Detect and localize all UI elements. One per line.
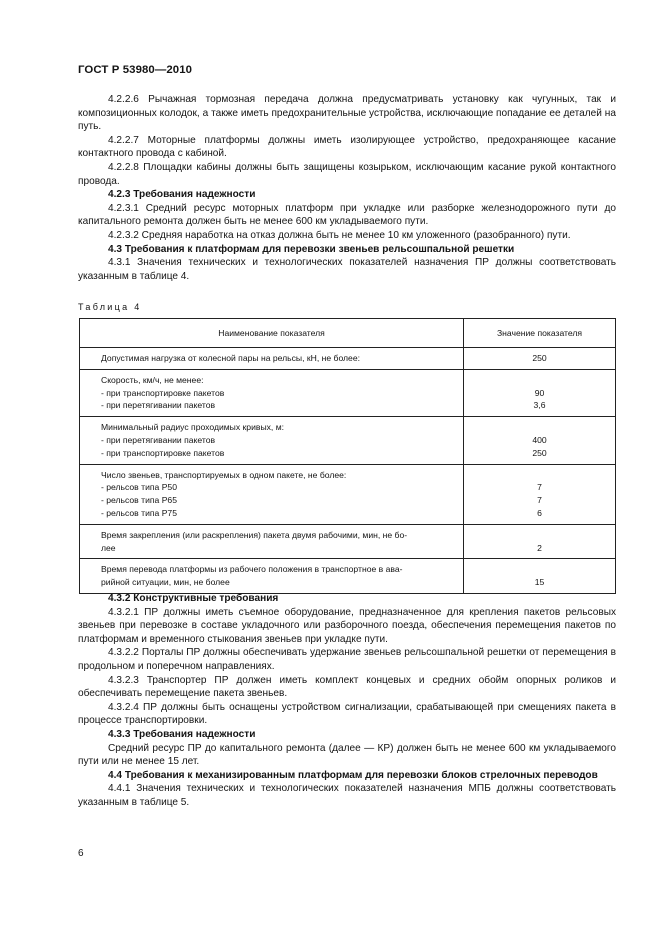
indicator-value: 250	[532, 447, 547, 458]
section-heading: 4.4 Требования к механизированным платформам для перевозки блоков стрелочных переводов	[108, 769, 598, 781]
indicator-name-cell	[80, 524, 464, 559]
indicator-value: 90	[534, 387, 545, 398]
indicator-name-line: Время перевода платформы из рабочего положения в транспортное в ава-	[101, 564, 403, 575]
indicator-name-line: - при транспортировке пакетов	[101, 447, 225, 458]
indicator-value-cell	[464, 559, 616, 594]
section-heading: 4.3 Требования к платформам для перевозки звеньев рельсошпальной решетки	[108, 243, 515, 255]
document-header: ГОСТ Р 53980—2010	[78, 64, 193, 76]
indicator-name-cell	[80, 417, 464, 464]
indicator-name-line: - рельсов типа Р50	[101, 482, 177, 493]
indicator-value: 7	[537, 495, 542, 506]
indicator-value-cell	[464, 464, 616, 524]
indicator-name-cell	[80, 348, 464, 370]
indicator-name-line: - при перетягивании пакетов	[101, 434, 216, 445]
paragraph: 4.2.3.2 Средняя наработка на отказ должна быть не менее 10 км уложенного (разобранного) пути.	[108, 229, 571, 241]
indicator-value: 6	[537, 507, 542, 518]
indicator-name-line: рийной ситуации, мин, не более	[101, 577, 230, 588]
paragraph: 4.2.2.6 Рычажная тормозная передача должна предусматривать установку как чугунных, так и композиционных колодок, а также иметь предохранительные устройства, исключающие попадание ее деталей на путь.	[78, 94, 616, 133]
paragraph: 4.3.2.4 ПР должны быть оснащены устройством сигнализации, срабатывающей при смещениях пакета в процессе транспортировки.	[78, 701, 616, 727]
indicator-value: 3,6	[533, 400, 546, 411]
indicator-name-line: Допустимая нагрузка от колесной пары на рельсы, кН, не более:	[101, 353, 361, 363]
indicator-value: 7	[537, 482, 542, 493]
indicator-value: 250	[532, 353, 547, 363]
indicator-value-cell	[464, 524, 616, 559]
paragraph: 4.2.3.1 Средний ресурс моторных платформ при укладке или разборке железнодорожного пути до капитального ремонта должен быть не менее 600 км укладываемого пути.	[78, 202, 616, 228]
indicator-name-cell	[80, 559, 464, 594]
indicator-value: 400	[532, 434, 547, 445]
column-header-name: Наименование показателя	[80, 319, 464, 348]
indicator-value: 15	[534, 577, 545, 588]
indicator-name-line: - при перетягивании пакетов	[101, 400, 216, 411]
indicator-value-cell	[464, 348, 616, 370]
indicator-name-line: лее	[101, 542, 116, 553]
table-header-row	[80, 319, 616, 348]
indicator-name-line: Минимальный радиус проходимых кривых, м:	[101, 422, 284, 433]
page-number: 6	[78, 848, 84, 859]
paragraph: Средний ресурс ПР до капитального ремонта (далее — КР) должен быть не менее 600 км укладываемого пути или не менее 15 лет.	[78, 742, 616, 768]
section-heading: 4.3.2 Конструктивные требования	[108, 593, 279, 604]
indicator-name-line: Скорость, км/ч, не менее:	[101, 374, 204, 385]
paragraph: 4.3.2.3 Транспортер ПР должен иметь комплект концевых и средних обойм опорных роликов и обеспечивать перемещение пакета звеньев.	[78, 674, 616, 700]
top-text-block	[78, 93, 616, 283]
table-row	[80, 559, 616, 594]
indicator-value-cell	[464, 369, 616, 416]
indicator-name-line: - при транспортировке пакетов	[101, 387, 225, 398]
indicator-value	[464, 421, 615, 434]
indicator-value	[464, 469, 615, 482]
table-row	[80, 464, 616, 524]
indicator-value	[464, 563, 615, 576]
indicator-value	[464, 374, 615, 387]
indicator-value: 2	[537, 542, 542, 553]
paragraph: 4.3.2.1 ПР должны иметь съемное оборудование, предназначенное для крепления пакетов рельсовых звеньев при перевозке в составе укладочного или разборочного поезда, обеспечения перемещения пакетов по платформам и временного стыкования звеньев при укладке пути.	[78, 606, 616, 645]
paragraph: 4.3.2.2 Порталы ПР должны обеспечивать удержание звеньев рельсошпальной решетки от перемещения в продольном и поперечном направлениях.	[78, 647, 616, 672]
section-heading: 4.3.3 Требования надежности	[108, 728, 256, 740]
column-header-value: Значение показателя	[464, 319, 616, 348]
bottom-text-block	[78, 592, 616, 810]
section-heading: 4.2.3 Требования надежности	[108, 189, 256, 201]
paragraph: 4.4.1 Значения технических и технологических показателей назначения МПБ должны соответствовать указанным в таблице 5.	[78, 783, 616, 808]
indicator-name-cell	[80, 369, 464, 416]
indicator-name-line: - рельсов типа Р75	[101, 507, 177, 518]
indicator-name-line: Число звеньев, транспортируемых в одном пакете, не более:	[101, 469, 347, 480]
indicator-name-cell	[80, 464, 464, 524]
table-row	[80, 524, 616, 559]
table-row	[80, 369, 616, 416]
table-row	[80, 417, 616, 464]
table-4	[79, 318, 616, 594]
paragraph: 4.2.2.7 Моторные платформы должны иметь изолирующее устройство, предохраняющее касание контактного провода с кабиной.	[78, 134, 616, 160]
paragraph: 4.2.2.8 Площадки кабины должны быть защищены козырьком, исключающим касание рукой контактного провода.	[78, 161, 616, 187]
table-row	[80, 348, 616, 370]
table-caption: Таблица 4	[78, 302, 142, 312]
indicator-name-line: Время закрепления (или раскрепления) пакета двумя рабочими, мин, не бо-	[101, 529, 408, 540]
indicator-value-cell	[464, 417, 616, 464]
indicator-value	[464, 529, 615, 542]
indicator-name-line: - рельсов типа Р65	[101, 495, 177, 506]
paragraph: 4.3.1 Значения технических и технологических показателей назначения ПР должны соответствовать указанным в таблице 4.	[78, 257, 616, 282]
